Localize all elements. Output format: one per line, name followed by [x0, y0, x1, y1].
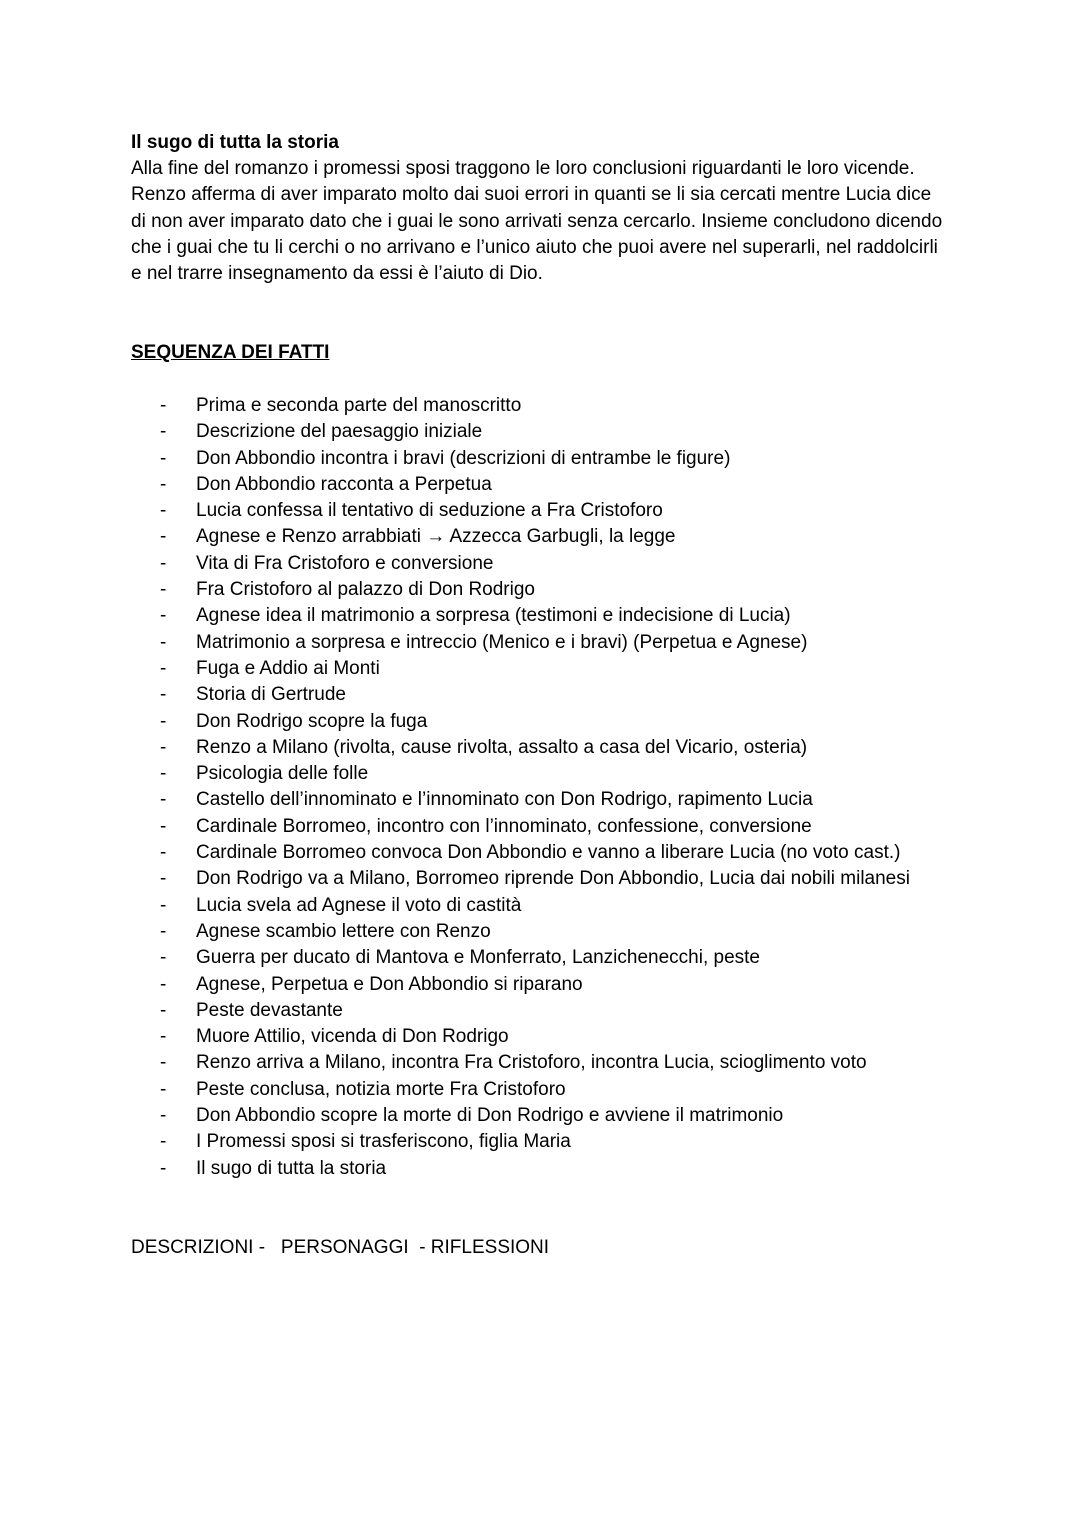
bullet-dash: - [160, 763, 167, 785]
list-item [160, 893, 960, 919]
bullet-dash: - [160, 526, 167, 548]
list-item-text: Guerra per ducato di Mantova e Monferrato, Lanzichenecchi, peste [196, 947, 760, 969]
list-item [160, 972, 960, 998]
bullet-dash: - [160, 947, 167, 969]
list-item-text: Cardinale Borromeo convoca Don Abbondio e vanno a liberare Lucia (no voto cast.) [196, 842, 901, 864]
list-item-text: Storia di Gertrude [196, 684, 346, 706]
section-title: Il sugo di tutta la storia [131, 132, 339, 153]
list-item [160, 709, 960, 735]
list-item-text: Agnese idea il matrimonio a sorpresa (testimoni e indecisione di Lucia) [196, 605, 791, 627]
list-item [160, 577, 960, 603]
list-item-text: Matrimonio a sorpresa e intreccio (Menico e i bravi) (Perpetua e Agnese) [196, 631, 808, 653]
list-item [160, 866, 960, 892]
list-item [160, 1103, 960, 1129]
list-item-text: I Promessi sposi si trasferiscono, figlia Maria [196, 1131, 571, 1153]
list-item-text: Don Abbondio scopre la morte di Don Rodrigo e avviene il matrimonio [196, 1105, 784, 1127]
bullet-dash: - [160, 605, 167, 627]
list-item [160, 682, 960, 708]
list-item [160, 419, 960, 445]
bullet-dash: - [160, 973, 167, 995]
bullet-dash: - [160, 395, 167, 416]
bullet-dash: - [160, 842, 167, 864]
list-item [160, 840, 960, 866]
list-item-text: Il sugo di tutta la storia [196, 1157, 387, 1179]
bullet-dash: - [160, 447, 167, 469]
list-item [160, 761, 960, 787]
list-item [160, 998, 960, 1024]
list-item-text: Fuga e Addio ai Monti [196, 657, 380, 679]
bullet-dash: - [160, 999, 167, 1021]
list-item [160, 1077, 960, 1103]
list-item-text: Castello dell’innominato e l’innominato con Don Rodrigo, rapimento Lucia [196, 789, 813, 811]
list-item-text: Lucia svela ad Agnese il voto di castità [196, 894, 522, 916]
bullet-dash: - [160, 421, 167, 443]
bullet-dash: - [160, 552, 167, 574]
bullet-dash: - [160, 868, 167, 890]
list-item [160, 472, 960, 498]
bullet-dash: - [160, 1157, 167, 1179]
list-item [160, 1129, 960, 1155]
list-item-text: Agnese, Perpetua e Don Abbondio si riparano [196, 973, 583, 995]
bullet-dash: - [160, 1105, 167, 1127]
list-item [160, 814, 960, 840]
list-item-text: Don Rodrigo va a Milano, Borromeo riprende Don Abbondio, Lucia dai nobili milanesi [196, 868, 910, 890]
list-item-text: Muore Attilio, vicenda di Don Rodrigo [196, 1026, 509, 1048]
list-item-text: Vita di Fra Cristoforo e conversione [196, 552, 494, 574]
list-item [160, 735, 960, 761]
bullet-dash: - [160, 473, 167, 495]
list-item-text: Don Rodrigo scopre la fuga [196, 710, 428, 732]
list-item-text: Renzo a Milano (rivolta, cause rivolta, assalto a casa del Vicario, osteria) [196, 736, 808, 758]
list-item-text: Don Abbondio incontra i bravi (descrizioni di entrambe le figure) [196, 447, 731, 469]
list-item [160, 1050, 960, 1076]
bullet-dash: - [160, 894, 167, 916]
list-item [160, 945, 960, 971]
bullet-dash: - [160, 1026, 167, 1048]
footer-categories: DESCRIZIONI - PERSONAGGI - RIFLESSIONI [131, 1237, 550, 1258]
bullet-dash: - [160, 500, 167, 522]
bullet-dash: - [160, 684, 167, 706]
facts-list [160, 393, 960, 1182]
list-item [160, 656, 960, 682]
bullet-dash: - [160, 657, 167, 679]
list-item-text: Fra Cristoforo al palazzo di Don Rodrigo [196, 579, 535, 601]
summary-paragraph: Alla fine del romanzo i promessi sposi traggono le loro conclusioni riguardanti le loro vicende. Renzo afferma di aver imparato molto dai suoi errori in quanti se li sia cercati mentre Lucia dice di non aver imparato dato che i guai le sono arrivati senza cercarlo. Insieme concludono dicendo che i guai che tu li cerchi o no arrivano e l’unico aiuto che puoi avere nel superarli, nel raddolcirli e nel trarre insegnamento da essi è l’aiuto di Dio. [131, 158, 943, 285]
bullet-dash: - [160, 1078, 167, 1100]
bullet-dash: - [160, 815, 167, 837]
list-item-text: Don Abbondio racconta a Perpetua [196, 473, 492, 495]
list-item-text: Agnese e Renzo arrabbiati → Azzecca Garbugli, la legge [196, 526, 676, 548]
list-item [160, 603, 960, 629]
list-item [160, 498, 960, 524]
bullet-dash: - [160, 631, 167, 653]
list-item [160, 1156, 960, 1182]
list-item-text: Descrizione del paesaggio iniziale [196, 421, 483, 443]
list-item [160, 787, 960, 813]
bullet-dash: - [160, 789, 167, 811]
list-item-text: Renzo arriva a Milano, incontra Fra Cristoforo, incontra Lucia, scioglimento voto [196, 1052, 867, 1074]
list-item [160, 393, 960, 419]
bullet-dash: - [160, 579, 167, 601]
list-item-text: Cardinale Borromeo, incontro con l’innominato, confessione, conversione [196, 815, 812, 837]
list-item-text: Lucia confessa il tentativo di seduzione a Fra Cristoforo [196, 500, 663, 522]
list-item [160, 919, 960, 945]
bullet-dash: - [160, 1131, 167, 1153]
list-item-text: Agnese scambio lettere con Renzo [196, 920, 491, 942]
list-item [160, 551, 960, 577]
list-item-text: Peste devastante [196, 999, 343, 1021]
list-item-text: Prima e seconda parte del manoscritto [196, 395, 522, 416]
bullet-dash: - [160, 920, 167, 942]
list-item-text: Psicologia delle folle [196, 763, 369, 785]
sequence-heading: SEQUENZA DEI FATTI [131, 342, 330, 363]
list-item-text: Peste conclusa, notizia morte Fra Cristoforo [196, 1078, 566, 1100]
list-item [160, 524, 960, 550]
bullet-dash: - [160, 710, 167, 732]
bullet-dash: - [160, 1052, 167, 1074]
bullet-dash: - [160, 736, 167, 758]
list-item [160, 630, 960, 656]
list-item [160, 446, 960, 472]
list-item [160, 1024, 960, 1050]
